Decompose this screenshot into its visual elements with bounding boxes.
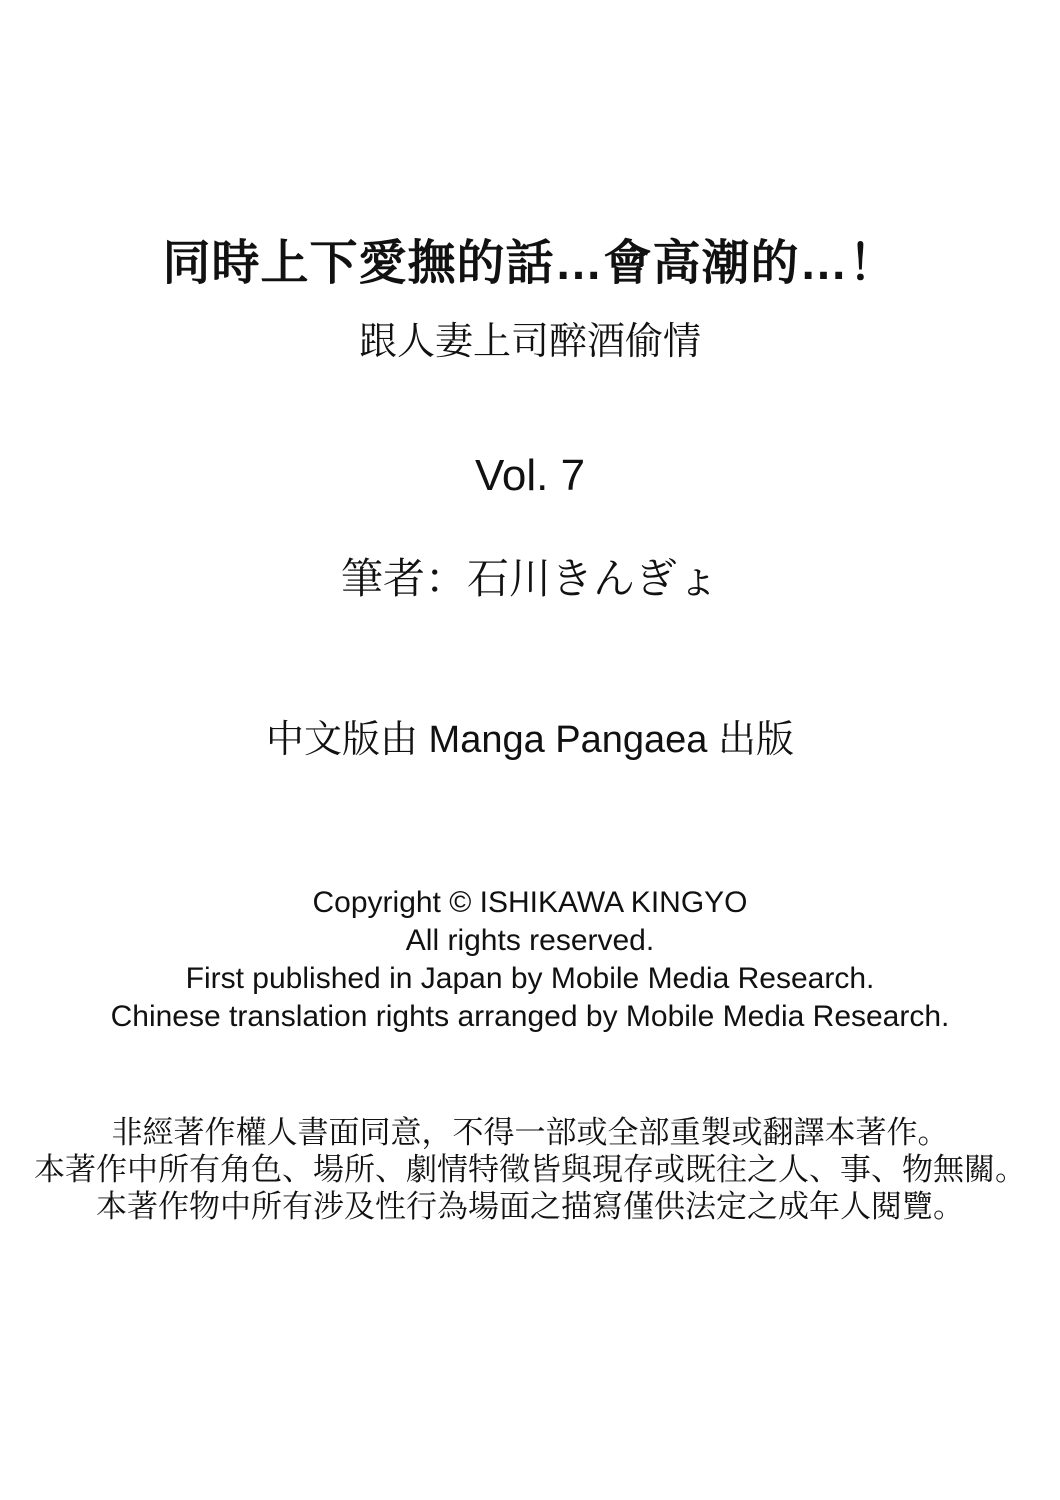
copyright-line: First published in Japan by Mobile Media Research. [185, 962, 875, 995]
copyright-line: All rights reserved. [405, 924, 655, 957]
disclaimer-line: 本著作中所有角色、場所、劇情特徵皆與現存或既往之人、事、物無關。 [34, 1152, 1026, 1187]
author-credit: 筆者：石川きんぎょ [340, 555, 719, 602]
book-title: 同時上下愛撫的話…會高潮的…！ [162, 237, 898, 290]
legal-disclaimer [0, 1114, 1060, 1225]
book-subtitle: 跟人妻上司醉酒偷情 [358, 321, 701, 363]
publisher-credit: 中文版由 Manga Pangaea 出版 [265, 719, 794, 761]
disclaimer-line: 本著作物中所有涉及性行為場面之描寫僅供法定之成年人閱覽。 [96, 1189, 964, 1224]
copyright-line: Chinese translation rights arranged by Mobile Media Research. [110, 1000, 950, 1033]
volume-number: Vol. 7 [474, 451, 586, 500]
copyright-notice [0, 884, 1060, 1036]
disclaimer-line: 非經著作權人書面同意，不得一部或全部重製或翻譯本著作。 [111, 1115, 949, 1150]
copyright-line: Copyright © ISHIKAWA KINGYO [312, 886, 748, 919]
